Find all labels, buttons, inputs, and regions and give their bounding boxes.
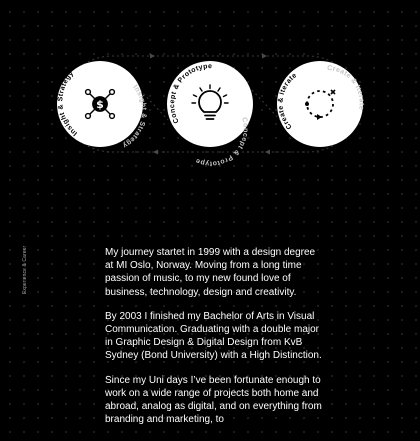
process-diagram (0, 0, 420, 200)
svg-text:$: $ (96, 98, 104, 112)
arrowhead-icon (150, 54, 155, 59)
bio-paragraph: Since my Uni days I’ve been fortunate enough to work on a wide range of projects both home and abroad, analog as digital, and on everything from branding and marketing, to (105, 374, 322, 426)
step-label-primary: Insight & Strategy (57, 70, 79, 137)
flow-connector-mid2 (252, 90, 280, 120)
step-circle (167, 61, 253, 147)
bio-text (105, 246, 323, 437)
step-label-echo: Concept & Prototype (194, 116, 249, 167)
step-label-primary: Concept & Prototype (169, 63, 213, 125)
section-label: Experience & Career (22, 245, 28, 294)
step-create-iterate[interactable] (277, 61, 365, 147)
step-label-primary: Create & Iterate (277, 71, 299, 131)
step-label-echo: Insight & Strategy (121, 83, 148, 149)
bio-paragraph: My journey startet in 1999 with a design degree at MI Oslo, Norway. Moving from a long time passion of music, to my new found love of business, technology, design and creativity. (105, 247, 316, 298)
arrowhead-icon (262, 54, 267, 59)
arrowhead-icon (265, 150, 270, 155)
bio-paragraph: By 2003 I finished my Bachelor of Arts in Visual Communication. Graduating with a double major in Graphic Design & Digital Design from KvB Sydney (Bond University) with a High Distinction. (105, 310, 322, 362)
step-label-echo: Create & Iterate (326, 64, 365, 111)
arrowhead-icon (153, 150, 158, 155)
step-insight-strategy[interactable] (57, 61, 147, 149)
step-concept-prototype[interactable] (167, 61, 253, 167)
